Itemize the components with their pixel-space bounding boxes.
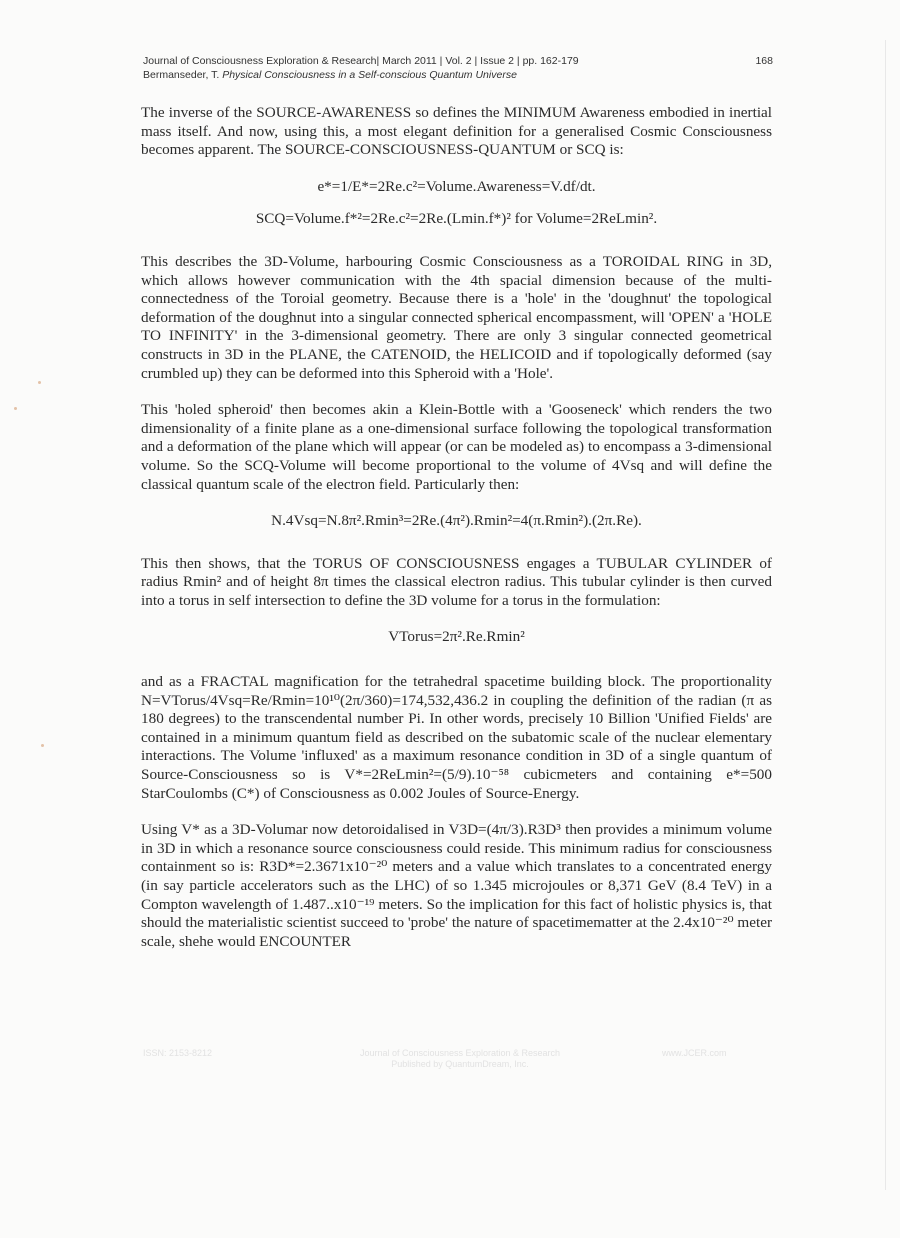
footer-website: www.JCER.com [662,1048,727,1058]
author: Bermanseder, T. [143,69,220,81]
equation: VTorus=2π².Re.Rmin² [388,628,525,646]
footer-publisher: Published by QuantumDream, Inc. [391,1059,529,1069]
equation: N.4Vsq=N.8π².Rmin³=2Re.(4π²).Rmin²=4(π.Rmin²).(2π.Re). [271,512,642,530]
page-body [141,104,772,969]
footer-journal-block [345,1048,575,1070]
scan-edge-line [885,40,886,1190]
scan-speck [41,744,44,747]
paragraph: This describes the 3D-Volume, harbouring Cosmic Consciousness as a TOROIDAL RING in 3D, which allows however communication with the 4th spacial dimension because of the multi-connectedness of the Toroial geometry. Because there is a 'hole' in the 'doughnut' the topological deformation of the doughnut into a singular connected spherical encompassment, will 'OPEN' a 'HOLE TO INFINITY' in the 3-dimensional geometry. There are only 3 singular connected geometrical constructs in 3D in the PLANE, the CATENOID, the HELICOID and if topologically deformed (say crumbled up) they can be deformed into this Spheroid with a 'Hole'. [141,252,772,382]
page-number: 168 [755,55,773,67]
paragraph: This 'holed spheroid' then becomes akin a Klein-Bottle with a 'Gooseneck' which renders the two dimensionality of a finite plane as a one-dimensional surface following the topological transformation and a deformation of the plane which will appear (or can be modeled as) to encompass a 3-dimensional volume. So the SCQ-Volume will become proportional to the volume of 4Vsq and will define the classical quantum scale of the electron field. Particularly then: [141,401,772,493]
equation: e*=1/E*=2Re.c²=Volume.Awareness=V.df/dt. [317,177,596,195]
article-title: Physical Consciousness in a Self-conscious Quantum Universe [222,69,517,81]
equation: SCQ=Volume.f*²=2Re.c²=2Re.(Lmin.f*)² for Volume=2ReLmin². [255,210,658,228]
scan-speck [14,407,17,410]
paragraph: Using V* as a 3D-Volumar now detoroidalised in V3D=(4π/3).R3D³ then provides a minimum volume in 3D in which a resonance source consciousness could reside. This minimum radius for consciousness containment so is: R3D*=2.3671x10⁻²⁰ meters and a value which translates to a concentrated energy (in say particle accelerators such as the LHC) of so 1.345 microjoules or 8,371 GeV (8.4 TeV) in a Compton wavelength of 1.487..x10⁻¹⁹ meters. So the implication for this fact of holistic physics is, that should the materialistic scientist succeed to 'probe' the nature of spacetimematter at the 2.4x10⁻²⁰ meter scale, shehe would ENCOUNTER [141,821,772,950]
footer-journal: Journal of Consciousness Exploration & Research [359,1048,561,1058]
running-header [143,54,773,82]
paragraph: The inverse of the SOURCE-AWARENESS so defines the MINIMUM Awareness embodied in inertial mass itself. And now, using this, a most elegant definition for a generalised Cosmic Consciousness becomes apparent. The SOURCE-CONSCIOUSNESS-QUANTUM or SCQ is: [141,104,772,159]
paragraph: This then shows, that the TORUS OF CONSCIOUSNESS engages a TUBULAR CYLINDER of radius Rmin² and of height 8π times the classical electron radius. This tubular cylinder is then curved into a torus in self intersection to define the 3D volume for a torus in the formulation: [141,554,772,609]
scan-speck [38,381,41,384]
footer-issn: ISSN: 2153-8212 [143,1048,213,1058]
author-title-line [143,68,773,82]
journal-line: Journal of Consciousness Exploration & Research| March 2011 | Vol. 2 | Issue 2 | pp. 162-179 [143,55,579,67]
paragraph: and as a FRACTAL magnification for the tetrahedral spacetime building block. The proportionality N=VTorus/4Vsq=Re/Rmin=10¹⁰(2π/360)=174,532,436.2 in coupling the definition of the radian (π as 180 degrees) to the transcendental number Pi. In other words, precisely 10 Billion 'Unified Fields' are contained in a minimum quantum field as described on the subatomic scale of the nuclear elementary interactions. The Volume 'influxed' as a maximum resonance condition in 3D of a single quantum of Source-Consciousness so is V*=2ReLmin²=(5/9).10⁻⁵⁸ cubicmeters and containing e*=500 StarCoulombs (C*) of Consciousness as 0.002 Joules of Source-Energy. [141,673,772,802]
